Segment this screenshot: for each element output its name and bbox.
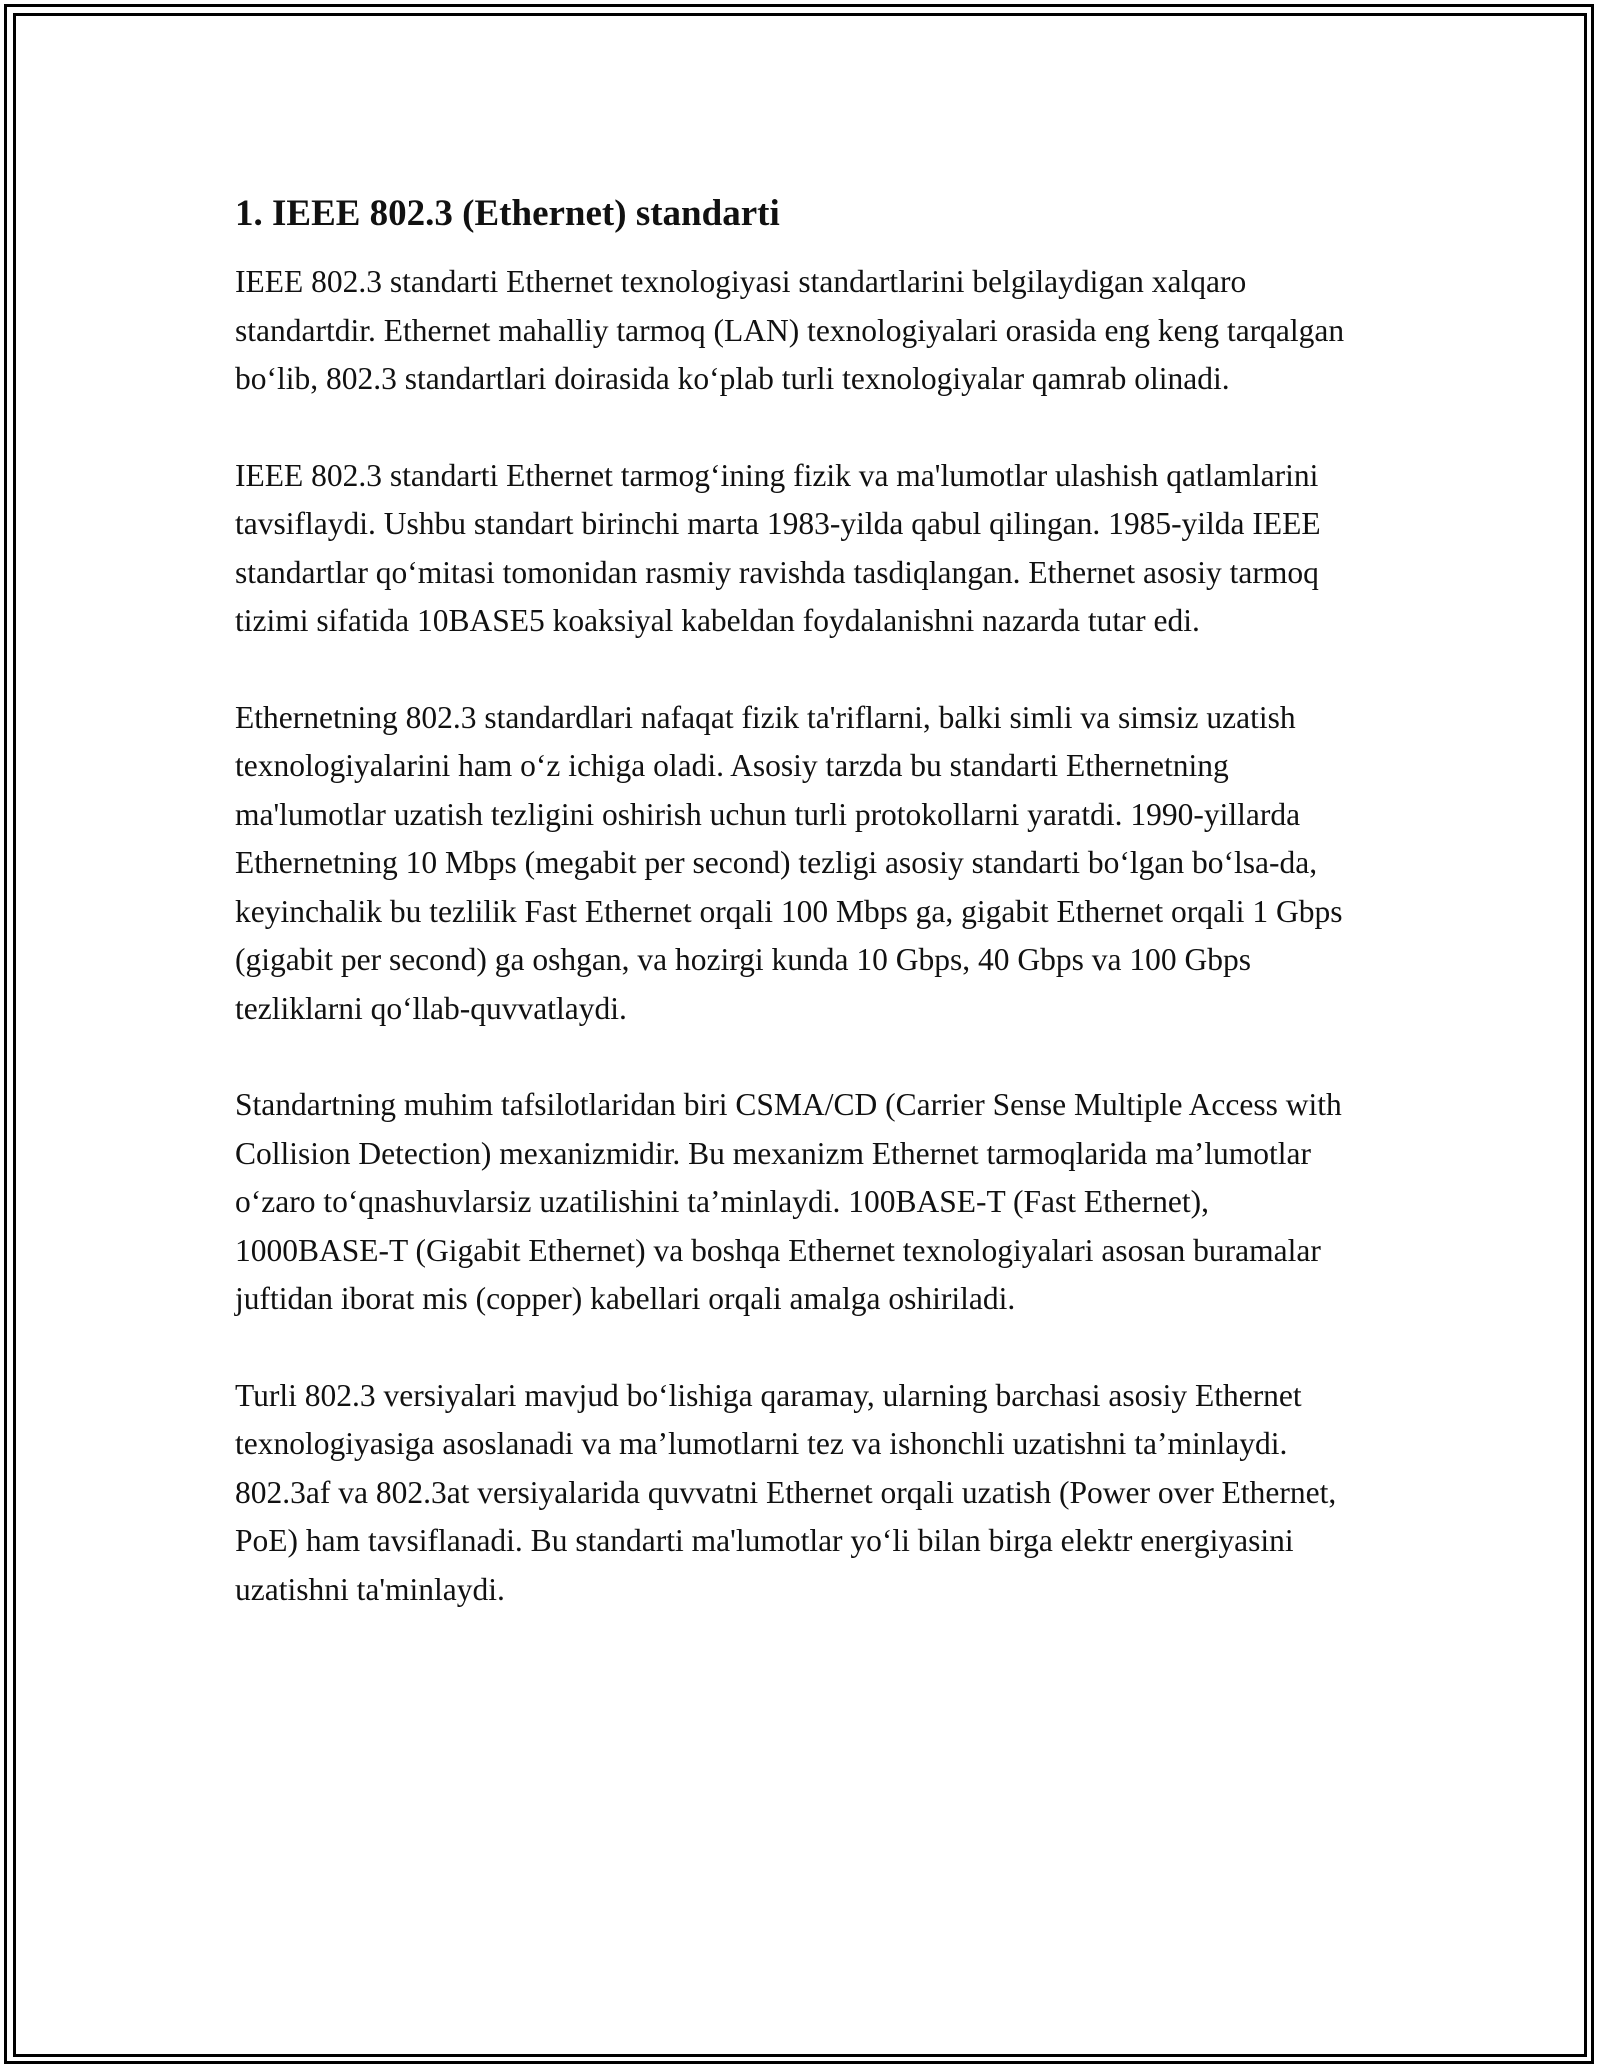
paragraph-3: Ethernetning 802.3 standardlari nafaqat fizik ta'riflarni, balki simli va simsiz uzatish texnologiyalarini ham o‘z ichiga oladi. Asosiy tarzda bu standarti Ethernetning ma'lumotlar uzatish tezligini oshirish uchun turli protokollarni yaratdi. 1990-yillarda Ethernetning 10 Mbps (megabit per second) tezligi asosiy standarti bo‘lgan bo‘lsa-da, keyinchalik bu tezlilik Fast Ethernet orqali 100 Mbps ga, gigabit Ethernet orqali 1 Gbps (gigabit per second) ga oshgan, va hozirgi kunda 10 Gbps, 40 Gbps va 100 Gbps tezliklarni qo‘llab-quvvatlaydi. — [235, 699, 1343, 1026]
paragraph-4: Standartning muhim tafsilotlaridan biri CSMA/CD (Carrier Sense Multiple Access with Collision Detection) mexanizmidir. Bu mexanizm Ethernet tarmoqlarida ma’lumotlar o‘zaro to‘qnashuvlarsiz uzatilishini ta’minlaydi. 100BASE-T (Fast Ethernet), 1000BASE-T (Gigabit Ethernet) va boshqa Ethernet texnologiyalari asosan buramalar juftidan iborat mis (copper) kabellari orqali amalga oshiriladi. — [235, 1087, 1342, 1316]
paragraph-1: IEEE 802.3 standarti Ethernet texnologiyasi standartlarini belgilaydigan xalqaro standartdir. Ethernet mahalliy tarmoq (LAN) texnologiyalari orasida eng keng tarqalgan bo‘lib, 802.3 standartlari doirasida ko‘plab turli texnologiyalar qamrab olinadi. — [235, 264, 1345, 396]
paragraph-5: Turli 802.3 versiyalari mavjud bo‘lishiga qaramay, ularning barchasi asosiy Ethernet texnologiyasiga asoslanadi va ma’lumotlarni tez va ishonchli uzatishni ta’minlaydi. 802.3af va 802.3at versiyalarida quvvatni Ethernet orqali uzatish (Power over Ethernet, PoE) ham tavsiflanadi. Bu standarti ma'lumotlar yo‘li bilan birga elektr energiyasini uzatishni ta'minlaydi. — [235, 1377, 1337, 1607]
section-heading: 1. IEEE 802.3 (Ethernet) standarti — [235, 193, 780, 234]
paragraph-2: IEEE 802.3 standarti Ethernet tarmog‘ining fizik va ma'lumotlar ulashish qatlamlarini tavsiflaydi. Ushbu standart birinchi marta 1983-yilda qabul qilingan. 1985-yilda IEEE standartlar qo‘mitasi tomonidan rasmiy ravishda tasdiqlangan. Ethernet asosiy tarmoq tizimi sifatida 10BASE5 koaksiyal kabeldan foydalanishni nazarda tutar edi. — [235, 457, 1321, 638]
document-body — [235, 190, 1370, 1662]
